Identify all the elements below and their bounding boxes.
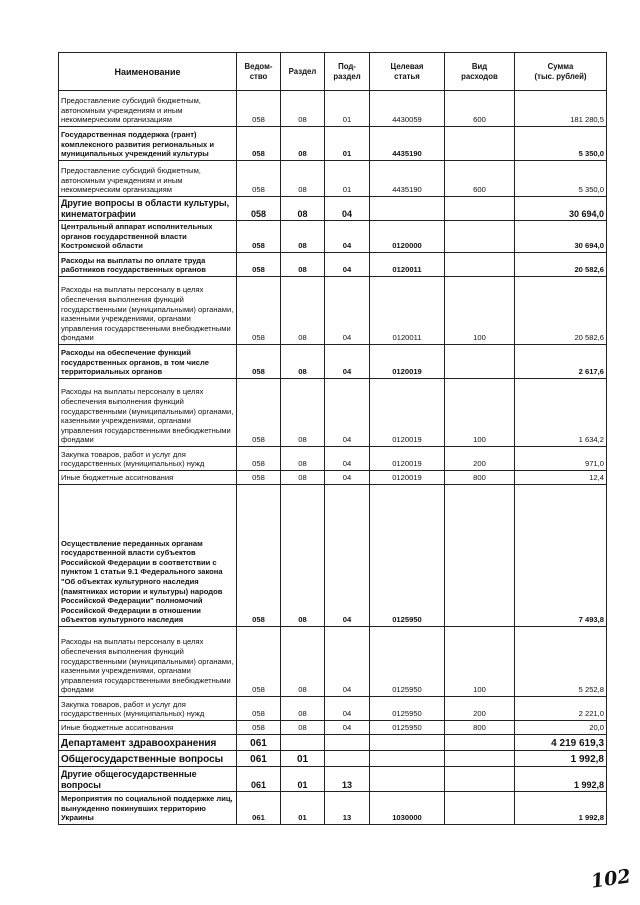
row-podr: 04: [325, 379, 370, 447]
row-name: Государственная поддержка (грант) комплексного развития региональных и муниципальных учреждений культуры: [59, 127, 237, 161]
row-sum: 1 992,8: [515, 751, 607, 767]
row-razd: 08: [281, 221, 325, 253]
budget-table-container: [58, 52, 607, 825]
table-row: [59, 277, 607, 345]
budget-table: [58, 52, 607, 825]
row-razd: 01: [281, 767, 325, 792]
row-sum: 20 582,6: [515, 277, 607, 345]
header-tselevaya: Целевая статья: [370, 53, 445, 91]
row-sum: 2 617,6: [515, 345, 607, 379]
row-cs: 0120011: [370, 253, 445, 277]
row-podr: [325, 735, 370, 751]
row-razd: 08: [281, 697, 325, 721]
row-podr: 04: [325, 197, 370, 221]
row-name: Осуществление переданных органам государственной власти субъектов Российской Федерации в соответствии с пунктом 1 статьи 9.1 Федерального закона "Об объектах культурного наследия (памятниках истории и культуры) народов Российской Федерации" полномочий Российской Федерации в отношении объектов культурного наследия: [59, 485, 237, 627]
row-sum: 12,4: [515, 471, 607, 485]
row-cs: 0125950: [370, 627, 445, 697]
row-podr: 01: [325, 91, 370, 127]
row-vr: [445, 253, 515, 277]
row-ved: 058: [237, 127, 281, 161]
row-razd: 08: [281, 627, 325, 697]
row-ved: 061: [237, 735, 281, 751]
row-vr: 100: [445, 627, 515, 697]
row-name: Закупка товаров, работ и услуг для государственных (муниципальных) нужд: [59, 697, 237, 721]
row-podr: [325, 751, 370, 767]
row-name: Закупка товаров, работ и услуг для государственных (муниципальных) нужд: [59, 447, 237, 471]
row-ved: 058: [237, 253, 281, 277]
row-vr: [445, 197, 515, 221]
row-vr: 200: [445, 697, 515, 721]
row-razd: 01: [281, 751, 325, 767]
row-cs: 0125950: [370, 697, 445, 721]
table-header-row: [59, 53, 607, 91]
table-row: [59, 379, 607, 447]
row-podr: 04: [325, 447, 370, 471]
row-cs: 0120019: [370, 471, 445, 485]
row-cs: 0125950: [370, 485, 445, 627]
row-vr: 600: [445, 161, 515, 197]
header-vid: Вид расходов: [445, 53, 515, 91]
row-cs: 1030000: [370, 792, 445, 825]
row-ved: 058: [237, 721, 281, 735]
row-sum: 5 350,0: [515, 127, 607, 161]
row-sum: 2 221,0: [515, 697, 607, 721]
header-summa: Сумма (тыс. рублей): [515, 53, 607, 91]
row-ved: 058: [237, 277, 281, 345]
header-name: Наименование: [59, 53, 237, 91]
row-vr: 800: [445, 471, 515, 485]
row-cs: 0120011: [370, 277, 445, 345]
row-sum: 4 219 619,3: [515, 735, 607, 751]
row-name: Предоставление субсидий бюджетным, автономным учреждениям и иным некоммерческим организациям: [59, 161, 237, 197]
table-row: [59, 792, 607, 825]
row-podr: 04: [325, 485, 370, 627]
table-row: [59, 697, 607, 721]
table-row: [59, 345, 607, 379]
row-name: Иные бюджетные ассигнования: [59, 471, 237, 485]
table-row: [59, 127, 607, 161]
table-row: [59, 485, 607, 627]
row-name: Иные бюджетные ассигнования: [59, 721, 237, 735]
table-row: [59, 253, 607, 277]
row-ved: 058: [237, 471, 281, 485]
row-cs: 0120019: [370, 379, 445, 447]
row-name: Общегосударственные вопросы: [59, 751, 237, 767]
row-name: Мероприятия по социальной поддержке лиц, вынужденно покинувших территорию Украины: [59, 792, 237, 825]
row-cs: 0125950: [370, 721, 445, 735]
row-sum: 7 493,8: [515, 485, 607, 627]
row-name: Расходы на выплаты персоналу в целях обеспечения выполнения функций государственными (муниципальными) органами, казенными учреждениями, органами управления государственными внебюджетными фондами: [59, 277, 237, 345]
row-ved: 061: [237, 767, 281, 792]
row-sum: 30 694,0: [515, 197, 607, 221]
row-vr: [445, 767, 515, 792]
header-razdel: Раздел: [281, 53, 325, 91]
row-sum: 5 252,8: [515, 627, 607, 697]
row-ved: 061: [237, 792, 281, 825]
header-podrazdel: Под- раздел: [325, 53, 370, 91]
table-row: [59, 197, 607, 221]
row-name: Расходы на обеспечение функций государственных органов, в том числе территориальных органов: [59, 345, 237, 379]
row-ved: 061: [237, 751, 281, 767]
row-vr: 200: [445, 447, 515, 471]
row-ved: 058: [237, 91, 281, 127]
table-row: [59, 721, 607, 735]
row-podr: 04: [325, 697, 370, 721]
table-row: [59, 161, 607, 197]
row-podr: 01: [325, 161, 370, 197]
row-vr: [445, 735, 515, 751]
row-sum: 971,0: [515, 447, 607, 471]
row-cs: [370, 767, 445, 792]
row-razd: 01: [281, 792, 325, 825]
row-vr: [445, 485, 515, 627]
row-podr: 04: [325, 221, 370, 253]
row-name: Расходы на выплаты персоналу в целях обеспечения выполнения функций государственными (муниципальными) органами, казенными учреждениями, органами управления государственными внебюджетными фондами: [59, 627, 237, 697]
row-cs: 4435190: [370, 161, 445, 197]
row-podr: 04: [325, 627, 370, 697]
row-sum: 181 280,5: [515, 91, 607, 127]
row-ved: 058: [237, 197, 281, 221]
table-row: [59, 735, 607, 751]
row-razd: 08: [281, 345, 325, 379]
header-vedomstvo: Ведом- ство: [237, 53, 281, 91]
row-sum: 20 582,6: [515, 253, 607, 277]
row-vr: 100: [445, 379, 515, 447]
row-razd: 08: [281, 447, 325, 471]
row-razd: 08: [281, 161, 325, 197]
row-cs: [370, 197, 445, 221]
row-cs: [370, 735, 445, 751]
row-name: Расходы на выплаты по оплате труда работников государственных органов: [59, 253, 237, 277]
row-vr: 100: [445, 277, 515, 345]
row-razd: 08: [281, 127, 325, 161]
row-cs: 0120019: [370, 447, 445, 471]
row-vr: 600: [445, 91, 515, 127]
table-row: [59, 471, 607, 485]
row-razd: 08: [281, 253, 325, 277]
row-razd: 08: [281, 277, 325, 345]
row-name: Предоставление субсидий бюджетным, автономным учреждениям и иным некоммерческим организациям: [59, 91, 237, 127]
row-sum: 30 694,0: [515, 221, 607, 253]
row-razd: 08: [281, 91, 325, 127]
row-ved: 058: [237, 345, 281, 379]
row-razd: 08: [281, 721, 325, 735]
row-podr: 04: [325, 253, 370, 277]
row-vr: [445, 751, 515, 767]
row-cs: 0120000: [370, 221, 445, 253]
table-row: [59, 91, 607, 127]
row-name: Другие вопросы в области культуры, кинематографии: [59, 197, 237, 221]
row-ved: 058: [237, 447, 281, 471]
row-cs: 0120019: [370, 345, 445, 379]
table-row: [59, 221, 607, 253]
table-row: [59, 767, 607, 792]
table-row: [59, 627, 607, 697]
row-sum: 5 350,0: [515, 161, 607, 197]
row-vr: [445, 792, 515, 825]
row-name: Центральный аппарат исполнительных органов государственной власти Костромской области: [59, 221, 237, 253]
row-ved: 058: [237, 379, 281, 447]
row-name: Другие общегосударственные вопросы: [59, 767, 237, 792]
row-ved: 058: [237, 485, 281, 627]
row-cs: [370, 751, 445, 767]
row-vr: [445, 127, 515, 161]
row-vr: [445, 345, 515, 379]
row-razd: 08: [281, 485, 325, 627]
page-number: 102: [589, 865, 633, 893]
row-name: Расходы на выплаты персоналу в целях обеспечения выполнения функций государственными (муниципальными) органами, казенными учреждениями, органами управления государственными внебюджетными фондами: [59, 379, 237, 447]
row-podr: 04: [325, 471, 370, 485]
row-podr: 13: [325, 792, 370, 825]
row-vr: 800: [445, 721, 515, 735]
row-razd: 08: [281, 471, 325, 485]
row-razd: [281, 735, 325, 751]
row-sum: 1 992,8: [515, 792, 607, 825]
row-podr: 04: [325, 721, 370, 735]
row-podr: 13: [325, 767, 370, 792]
row-sum: 20,0: [515, 721, 607, 735]
row-podr: 04: [325, 345, 370, 379]
row-ved: 058: [237, 221, 281, 253]
row-razd: 08: [281, 379, 325, 447]
row-ved: 058: [237, 697, 281, 721]
row-vr: [445, 221, 515, 253]
row-name: Департамент здравоохранения: [59, 735, 237, 751]
row-cs: 4435190: [370, 127, 445, 161]
row-podr: 04: [325, 277, 370, 345]
row-cs: 4430059: [370, 91, 445, 127]
row-sum: 1 634,2: [515, 379, 607, 447]
table-row: [59, 447, 607, 471]
table-row: [59, 751, 607, 767]
row-ved: 058: [237, 161, 281, 197]
row-ved: 058: [237, 627, 281, 697]
row-razd: 08: [281, 197, 325, 221]
row-podr: 01: [325, 127, 370, 161]
row-sum: 1 992,8: [515, 767, 607, 792]
